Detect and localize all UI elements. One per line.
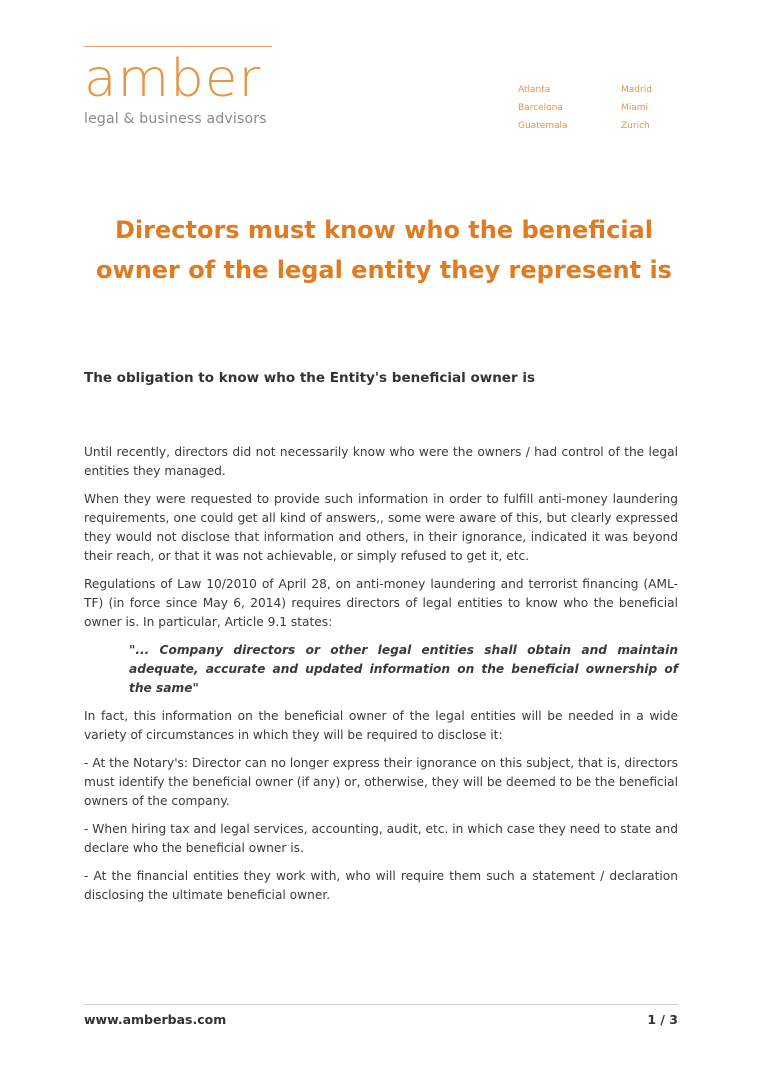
- office-item: Guatemala: [518, 121, 568, 131]
- office-item: Zurich: [621, 121, 650, 131]
- list-item: - At the financial entities they work with, who will require them such a statement / declaration disclosing the ultimate beneficial owner.: [84, 869, 678, 902]
- page-number: 1 / 3: [647, 1012, 678, 1027]
- logo-wordmark: amber: [84, 49, 262, 109]
- office-item: Madrid: [621, 85, 652, 95]
- footer-rule: [84, 1004, 678, 1005]
- title-line: Directors must know who the beneficial: [115, 216, 653, 244]
- office-locations: [518, 83, 681, 134]
- paragraph: When they were requested to provide such information in order to fulfill anti-money laundering requirements, one could get all kind of answers,, some were aware of this, but clearly expressed they would not disclose that information and others, in their ignorance, indicated it was beyond their reach, or that it was not achievable, or simply refused to get it, etc.: [84, 492, 678, 563]
- title-line: owner of the legal entity they represent is: [96, 256, 672, 284]
- office-item: Atlanta: [518, 85, 551, 95]
- paragraph: Regulations of Law 10/2010 of April 28, on anti-money laundering and terrorist financing (AML-TF) (in force since May 6, 2014) requires directors of legal entities to know who the beneficial owner is. In particular, Article 9.1 states:: [84, 577, 678, 629]
- paragraph: In fact, this information on the beneficial owner of the legal entities will be needed in a wide variety of circumstances in which they will be required to disclose it:: [84, 709, 678, 742]
- company-logo: [84, 46, 274, 127]
- footer-website-link[interactable]: www.amberbas.com: [84, 1012, 227, 1027]
- list-item: - When hiring tax and legal services, accounting, audit, etc. in which case they need to state and declare who the beneficial owner is.: [84, 822, 678, 855]
- logo-rule: [84, 46, 272, 47]
- list-item: - At the Notary's: Director can no longer express their ignorance on this subject, that is, directors must identify the beneficial owner (if any) or, otherwise, they will be deemed to be the beneficial owners of the company.: [84, 756, 678, 808]
- quoted-article: "... Company directors or other legal entities shall obtain and maintain adequate, accurate and updated information on the beneficial ownership of the same": [129, 643, 678, 695]
- paragraph: Until recently, directors did not necessarily know who were the owners / had control of the legal entities they managed.: [84, 445, 678, 478]
- document-body: [84, 443, 678, 914]
- document-title: [84, 210, 684, 290]
- logo-tagline: legal & business advisors: [84, 111, 267, 127]
- office-item: Miami: [621, 103, 649, 113]
- office-item: Barcelona: [518, 103, 563, 113]
- section-heading: The obligation to know who the Entity's beneficial owner is: [84, 370, 535, 386]
